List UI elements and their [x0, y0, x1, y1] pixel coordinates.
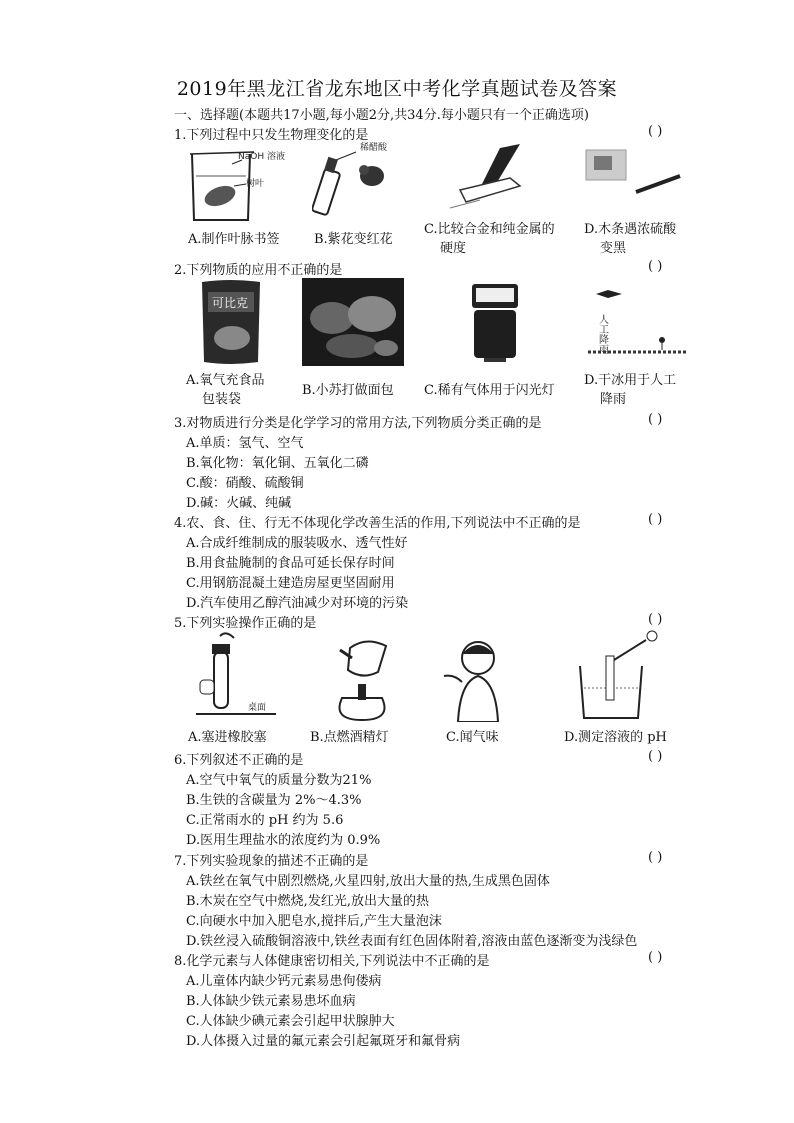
q4-option-b: B.用食盐腌制的食品可延长保存时间 — [186, 556, 395, 571]
q5-option-c: C.闻气味 — [446, 730, 499, 745]
rain-label: 人工降雨 — [596, 314, 608, 354]
q1-option-c: C.比较合金和纯金属的 硬度 — [424, 222, 555, 256]
q1-figure-b-spray — [312, 140, 412, 224]
q1-answer-bracket: ( ) — [648, 124, 663, 139]
q7-option-b: B.木炭在空气中燃烧,发红光,放出大量的热 — [186, 894, 429, 909]
q2-figure-a-chip-bag — [198, 278, 264, 366]
q2-figure-d-rain — [588, 284, 688, 360]
q4-option-c: C.用钢筋混凝土建造房屋更坚固耐用 — [186, 576, 395, 591]
q3-option-d: D.碱：火碱、纯碱 — [186, 496, 292, 511]
section-heading: 一、选择题(本题共17小题,每小题2分,共34分.每小题只有一个正确选项) — [174, 108, 589, 123]
q3-stem: 3.对物质进行分类是化学学习的常用方法,下列物质分类正确的是 — [174, 416, 542, 431]
q1-figure-d-stick — [580, 146, 690, 206]
page-title: 2019年黑龙江省龙东地区中考化学真题试卷及答案 — [176, 78, 618, 100]
q2-option-b: B.小苏打做面包 — [302, 383, 394, 398]
q8-answer-bracket: ( ) — [648, 950, 663, 965]
q5-stem: 5.下列实验操作正确的是 — [174, 616, 317, 631]
q8-option-a: A.儿童体内缺少钙元素易患佝偻病 — [186, 974, 382, 989]
q1-figure-c-metal — [440, 142, 550, 222]
q1-stem: 1.下列过程中只发生物理变化的是 — [174, 128, 369, 143]
q2-option-a: A.氧气充食品 包装袋 — [186, 373, 265, 407]
q7-option-d: D.铁丝浸入硫酸铜溶液中,铁丝表面有红色固体附着,溶液由蓝色逐渐变为浅绿色 — [186, 934, 638, 949]
q2-figure-c-flash — [466, 282, 526, 364]
q7-answer-bracket: ( ) — [648, 850, 663, 865]
q1-option-d: D.木条遇浓硫酸 变黑 — [584, 222, 677, 256]
naoh-label: NaOH 溶液 — [238, 152, 285, 162]
q5-answer-bracket: ( ) — [648, 612, 663, 627]
q6-option-b: B.生铁的含碳量为 2%～4.3% — [186, 793, 362, 808]
q8-option-b: B.人体缺少铁元素易患坏血病 — [186, 994, 356, 1009]
q2-option-c: C.稀有气体用于闪光灯 — [424, 383, 555, 398]
q5-figure-d-ph — [576, 626, 676, 722]
q1-option-a: A.制作叶脉书签 — [188, 232, 280, 247]
q6-option-a: A.空气中氧气的质量分数为21% — [186, 773, 372, 788]
q6-option-c: C.正常雨水的 pH 约为 5.6 — [186, 813, 344, 828]
bag-brand-label: 可比克 — [212, 296, 249, 310]
q5-figure-a-stopper — [196, 632, 276, 724]
q1-option-b: B.紫花变红花 — [314, 232, 393, 247]
q6-stem: 6.下列叙述不正确的是 — [174, 753, 304, 768]
q7-stem: 7.下列实验现象的描述不正确的是 — [174, 854, 369, 869]
q4-option-a: A.合成纤维制成的服装吸水、透气性好 — [186, 536, 408, 551]
q5-figure-c-smell — [434, 636, 518, 722]
q4-stem: 4.农、食、住、行无不体现化学改善生活的作用,下列说法中不正确的是 — [174, 516, 581, 531]
q3-option-b: B.氧化物：氧化铜、五氧化二磷 — [186, 456, 369, 471]
q2-figure-b-bread — [302, 278, 404, 366]
q2-answer-bracket: ( ) — [648, 259, 663, 274]
q1-figure-a-beaker — [188, 146, 288, 226]
q7-option-a: A.铁丝在氧气中剧烈燃烧,火星四射,放出大量的热,生成黑色固体 — [186, 874, 550, 889]
q8-stem: 8.化学元素与人体健康密切相关,下列说法中不正确的是 — [174, 954, 490, 969]
leaf-label: 树叶 — [246, 179, 265, 189]
q6-option-d: D.医用生理盐水的浓度约为 0.9% — [186, 833, 381, 848]
q5-option-b: B.点燃酒精灯 — [310, 730, 389, 745]
q7-option-c: C.向硬水中加入肥皂水,搅拌后,产生大量泡沫 — [186, 914, 442, 929]
q4-option-d: D.汽车使用乙醇汽油减少对环境的污染 — [186, 596, 409, 611]
q6-answer-bracket: ( ) — [648, 749, 663, 764]
q3-option-c: C.酸：硝酸、硫酸铜 — [186, 476, 304, 491]
vinegar-label: 稀醋酸 — [360, 143, 388, 153]
q5-figure-b-lamp — [312, 628, 412, 724]
q8-option-d: D.人体摄入过量的氟元素会引起氟斑牙和氟骨病 — [186, 1034, 461, 1049]
q3-answer-bracket: ( ) — [648, 412, 663, 427]
q2-option-d: D.干冰用于人工 降雨 — [584, 373, 677, 407]
q5-option-d: D.测定溶液的 pH — [564, 730, 667, 745]
q4-answer-bracket: ( ) — [648, 512, 663, 527]
q2-stem: 2.下列物质的应用不正确的是 — [174, 263, 343, 278]
q5-option-a: A.塞进橡胶塞 — [188, 730, 267, 745]
q3-option-a: A.单质：氢气、空气 — [186, 436, 304, 451]
q8-option-c: C.人体缺少碘元素会引起甲状腺肿大 — [186, 1014, 395, 1029]
desk-label: 桌面 — [248, 703, 267, 713]
